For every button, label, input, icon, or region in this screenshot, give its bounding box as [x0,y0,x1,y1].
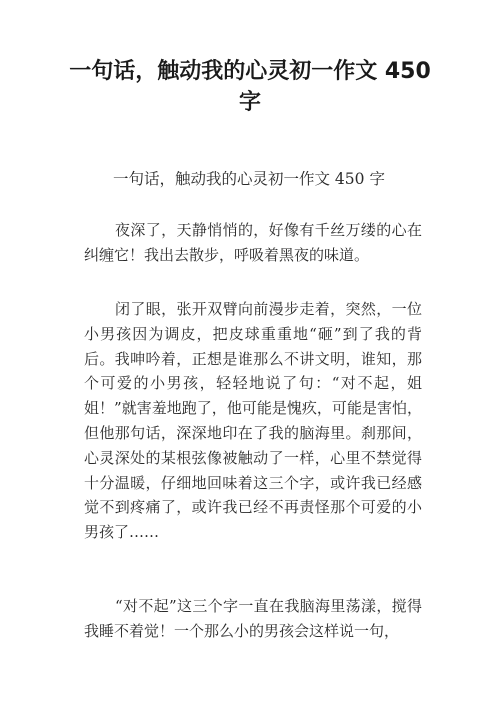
paragraph-1: 夜深了，天静悄悄的，好像有千丝万缕的心在纠缠它！我出去散步，呼吸着黑夜的味道。 [84,221,422,264]
paragraph-2: 闭了眼，张开双臂向前漫步走着，突然，一位小男孩因为调皮，把皮球重重地“砸”到了我的背后。我呻吟着，正想是谁那么不讲文明，谁知，那个可爱的小男孩，轻轻地说了句：“对不起，姐姐！”就害羞地跑了，他可能是愧疚，可能是害怕，但他那句话，深深地印在了我的脑海里。刹那间，心灵深处的某根弦像被触动了一样，心里不禁觉得十分温暖，仔细地回味着这三个字，或许我已经感觉不到疼痛了，或许我已经不再责怪那个可爱的小男孩了…… [84,300,422,542]
paragraph-3: “对不起”这三个字一直在我脑海里荡漾，搅得我睡不着觉！一个那么小的男孩会这样说一句， [84,597,422,640]
document-subtitle: 一句话，触动我的心灵初一作文 450 字 [113,170,385,188]
document-title: 一句话，触动我的心灵初一作文 450 字 [69,59,431,115]
